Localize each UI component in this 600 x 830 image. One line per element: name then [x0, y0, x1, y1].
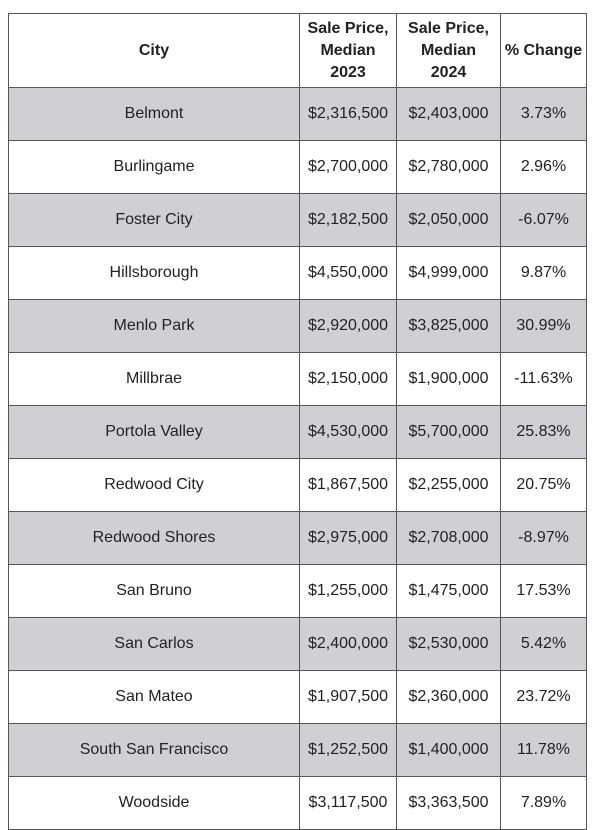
- sale-price-2023-cell: $4,550,000: [300, 247, 397, 300]
- sale-price-2023-cell: $2,150,000: [300, 353, 397, 406]
- percent-change-cell: 3.73%: [501, 88, 587, 141]
- city-cell: Redwood Shores: [9, 512, 300, 565]
- city-cell: Burlingame: [9, 141, 300, 194]
- sale-price-2024-cell: $1,900,000: [397, 353, 501, 406]
- table-row: [9, 724, 587, 777]
- percent-change-cell: 25.83%: [501, 406, 587, 459]
- table-row: [9, 88, 587, 141]
- sale-price-2024-header: [397, 14, 501, 88]
- sale-price-2023-cell: $1,255,000: [300, 565, 397, 618]
- percent-change-cell: 9.87%: [501, 247, 587, 300]
- sale-price-table: [8, 13, 587, 830]
- city-cell: Belmont: [9, 88, 300, 141]
- sale-price-2024-cell: $2,708,000: [397, 512, 501, 565]
- column-header-line: 2024: [430, 63, 467, 81]
- sale-price-2023-cell: $2,700,000: [300, 141, 397, 194]
- sale-price-2023-cell: $4,530,000: [300, 406, 397, 459]
- table-header: [9, 14, 587, 88]
- city-cell: Millbrae: [9, 353, 300, 406]
- sale-price-2023-cell: $2,182,500: [300, 194, 397, 247]
- sale-price-2023-cell: $2,975,000: [300, 512, 397, 565]
- header-row: [9, 14, 587, 88]
- percent-change-cell: -11.63%: [501, 353, 587, 406]
- table-row: [9, 300, 587, 353]
- sale-price-2024-cell: $5,700,000: [397, 406, 501, 459]
- sale-price-2024-cell: $2,403,000: [397, 88, 501, 141]
- city-cell: South San Francisco: [9, 724, 300, 777]
- table-row: [9, 247, 587, 300]
- city-cell: San Mateo: [9, 671, 300, 724]
- sale-price-2023-cell: $1,907,500: [300, 671, 397, 724]
- percent-change-cell: -8.97%: [501, 512, 587, 565]
- column-header-line: Sale Price,: [408, 19, 489, 37]
- city-cell: Portola Valley: [9, 406, 300, 459]
- table-row: [9, 618, 587, 671]
- city-cell: Foster City: [9, 194, 300, 247]
- percent-change-cell: 30.99%: [501, 300, 587, 353]
- table-row: [9, 512, 587, 565]
- sale-price-2024-cell: $2,050,000: [397, 194, 501, 247]
- sale-price-2024-cell: $1,475,000: [397, 565, 501, 618]
- sale-price-2023-cell: $3,117,500: [300, 777, 397, 830]
- sale-price-2023-cell: $2,400,000: [300, 618, 397, 671]
- percent-change-cell: 2.96%: [501, 141, 587, 194]
- table-row: [9, 777, 587, 830]
- sale-price-2024-cell: $3,363,500: [397, 777, 501, 830]
- city-cell: Redwood City: [9, 459, 300, 512]
- table-row: [9, 565, 587, 618]
- sale-price-2024-cell: $1,400,000: [397, 724, 501, 777]
- table-body: [9, 88, 587, 830]
- city-cell: San Bruno: [9, 565, 300, 618]
- sale-price-2023-cell: $1,867,500: [300, 459, 397, 512]
- sale-price-2024-cell: $2,360,000: [397, 671, 501, 724]
- sale-price-2024-cell: $2,780,000: [397, 141, 501, 194]
- sale-price-2024-cell: $3,825,000: [397, 300, 501, 353]
- percent-change-header: [501, 14, 587, 88]
- table-row: [9, 406, 587, 459]
- city-cell: Menlo Park: [9, 300, 300, 353]
- sale-price-2023-cell: $2,316,500: [300, 88, 397, 141]
- sale-price-2024-cell: $4,999,000: [397, 247, 501, 300]
- column-header-line: City: [138, 41, 170, 59]
- percent-change-cell: 20.75%: [501, 459, 587, 512]
- percent-change-cell: 5.42%: [501, 618, 587, 671]
- percent-change-cell: 23.72%: [501, 671, 587, 724]
- sale-price-2023-header: [300, 14, 397, 88]
- sale-price-2024-cell: $2,255,000: [397, 459, 501, 512]
- sale-price-2024-cell: $2,530,000: [397, 618, 501, 671]
- table-row: [9, 671, 587, 724]
- column-header-line: % Change: [504, 41, 583, 59]
- percent-change-cell: 11.78%: [501, 724, 587, 777]
- column-header-line: Sale Price,: [307, 19, 389, 37]
- column-header-line: 2023: [330, 63, 366, 81]
- percent-change-cell: 7.89%: [501, 777, 587, 830]
- sale-price-2023-cell: $2,920,000: [300, 300, 397, 353]
- table-row: [9, 353, 587, 406]
- sale-price-2023-cell: $1,252,500: [300, 724, 397, 777]
- city-header: [9, 14, 300, 88]
- column-header-line: Median: [420, 41, 477, 59]
- city-cell: Woodside: [9, 777, 300, 830]
- table-row: [9, 141, 587, 194]
- column-header-line: Median: [320, 41, 376, 59]
- city-cell: Hillsborough: [9, 247, 300, 300]
- percent-change-cell: -6.07%: [501, 194, 587, 247]
- table-row: [9, 459, 587, 512]
- city-cell: San Carlos: [9, 618, 300, 671]
- table-row: [9, 194, 587, 247]
- percent-change-cell: 17.53%: [501, 565, 587, 618]
